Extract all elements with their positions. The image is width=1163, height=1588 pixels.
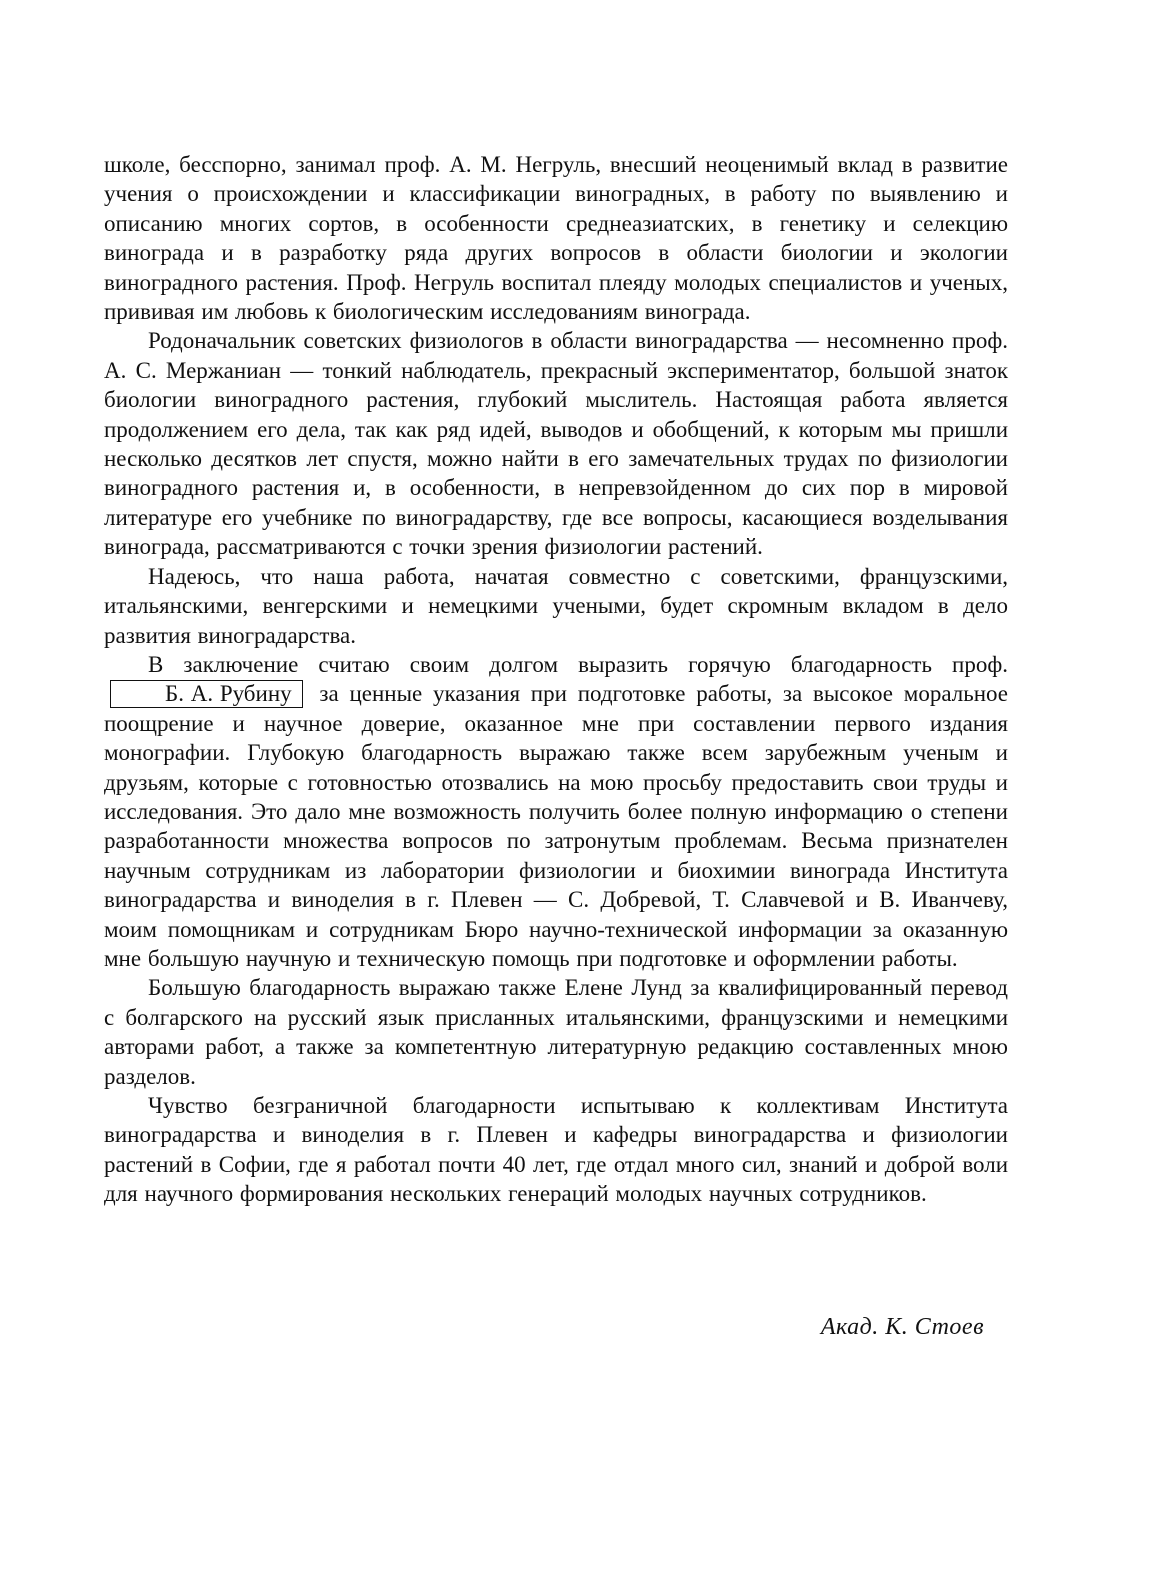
gratitude-text-before: В заключение считаю своим долгом выразить горячую благодарность проф. <box>148 651 1008 677</box>
paragraph-gratitude <box>104 650 1008 973</box>
boxed-name-rubin: Б. А. Рубину <box>110 680 303 708</box>
paragraph-merzhanian: Родоначальник советских физиологов в области виноградарства — несомненно проф. А. С. Мержаниан — тонкий наблюдатель, прекрасный экспериментатор, большой знаток биологии виноградного растения, глубокий мыслитель. Настоящая работа является продолжением его дела, так как ряд идей, выводов и обобщений, к которым мы пришли несколько десятков лет спустя, можно найти в его замечательных трудах по физиологии виноградного растения и, в особенности, в непревзойденном до сих пор в мировой литературе его учебнике по виноградарству, где все вопросы, касающиеся возделывания винограда, рассматриваются с точки зрения физиологии растений. <box>104 328 1008 560</box>
gratitude-text-after: за ценные указания при подготовке работы, за высокое моральное поощрение и научное доверие, оказанное мне при составлении первого издания монографии. Глубокую благодарность выражаю также всем зарубежным ученым и друзьям, которые с готовностью отозвались на мою просьбу предоставить свои труды и исследования. Это дало мне возможность получить более полную информацию о степени разработанности множества вопросов по затронутым проблемам. Весьма признателен научным сотрудникам из лаборатории физиологии и биохимии винограда Института виноградарства и виноделия в г. Плевен — С. Добревой, Т. Славчевой и В. Иванчеву, моим помощникам и сотрудникам Бюро научно-технической информации за оказанную мне большую научную и техническую помощь при подготовке и оформлении работы. <box>104 681 1008 971</box>
preface-text <box>104 150 1008 1209</box>
paragraph-institute: Чувство безграничной благодарности испытываю к коллективам Института виноградарства и виноделия в г. Плевен и кафедры виноградарства и физиологии растений в Софии, где я работал почти 40 лет, где отдал много сил, знаний и доброй воли для научного формирования нескольких генераций молодых научных сотрудников. <box>104 1093 1008 1207</box>
author-signature: Акад. К. Стоев <box>820 1314 984 1340</box>
paragraph-hope: Надеюсь, что наша работа, начатая совместно с советскими, французскими, итальянскими, венгерскими и немецкими учеными, будет скромным вкладом в дело развития виноградарства. <box>104 563 1008 648</box>
document-page <box>104 150 1008 1550</box>
paragraph-negrul: школе, бесспорно, занимал проф. А. М. Негруль, внесший неоценимый вклад в развитие учения о происхождении и классификации виноградных, в работу по выявлению и описанию многих сортов, в особенности среднеазиатских, в генетику и селекцию винограда и в разработку ряда других вопросов в области биологии и экологии виноградного растения. Проф. Негруль воспитал плеяду молодых специалистов и ученых, прививая им любовь к биологическим исследованиям винограда. <box>104 152 1008 325</box>
paragraph-translator: Большую благодарность выражаю также Елене Лунд за квалифицированный перевод с болгарского на русский язык присланных итальянскими, французскими и немецкими авторами работ, а также за компетентную литературную редакцию составленных мною разделов. <box>104 975 1008 1089</box>
